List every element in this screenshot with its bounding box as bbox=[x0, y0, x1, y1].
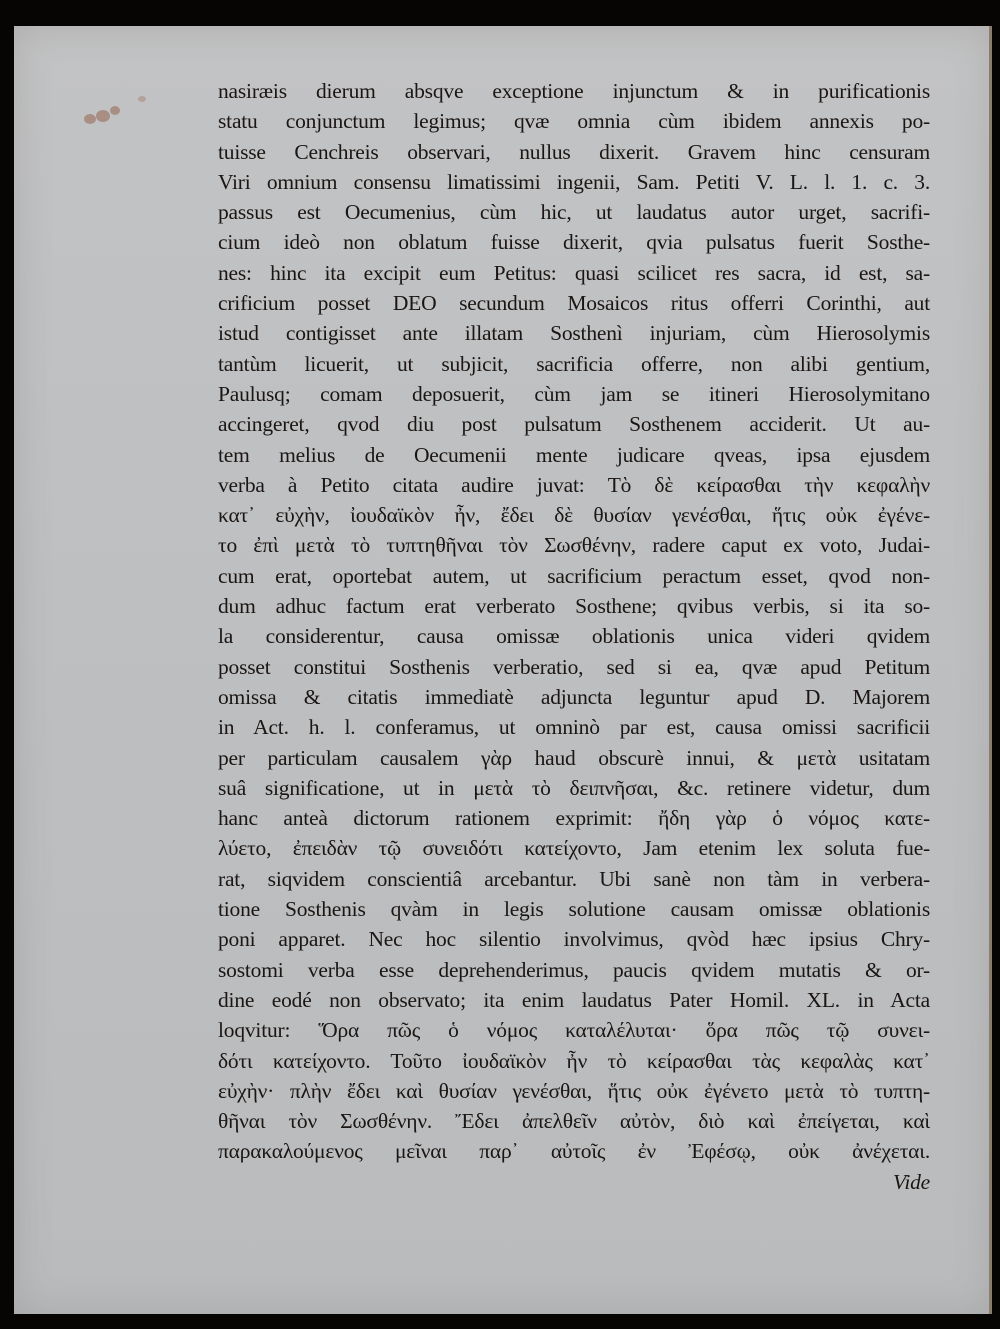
text-line: suâ significatione, ut in μετὰ τὸ δειπνῆσαι, &c. retinere videtur, dum bbox=[218, 775, 930, 800]
text-line: statu conjunctum legimus; qvæ omnia cùm ibidem annexis po- bbox=[218, 109, 930, 134]
text-line: sostomi verba esse deprehenderimus, paucis qvidem mutatis & or- bbox=[218, 957, 930, 982]
page-edge bbox=[989, 26, 992, 1314]
text-line: κατ᾽ εὐχὴν, ἰουδαϊκὸν ἦν, ἔδει δὲ θυσίαν γενέσθαι, ἥτις οὐκ ἐγένε- bbox=[218, 503, 930, 528]
text-line: tem melius de Oecumenii mente judicare qveas, ipsa ejusdem bbox=[218, 442, 930, 467]
text-line: rat, siqvidem conscientiâ arcebantur. Ubi sanè non tàm in verbera- bbox=[218, 866, 930, 891]
text-line: verba à Petito citata audire juvat: Τὸ δὲ κείρασθαι τὴν κεφαλὴν bbox=[218, 472, 930, 497]
text-line: cum erat, oportebat autem, ut sacrificium peractum esset, qvod non- bbox=[218, 563, 930, 588]
text-line: poni apparet. Nec hoc silentio involvimus, qvòd hæc ipsius Chry- bbox=[218, 927, 930, 952]
text-line: tione Sosthenis qvàm in legis solutione causam omissæ oblationis bbox=[218, 897, 930, 922]
text-line: dum adhuc factum erat verberato Sosthene; qvibus verbis, si ita so- bbox=[218, 594, 930, 619]
text-line: λύετο, ἐπειδὰν τῷ συνειδότι κατείχοντο, Jam etenim lex soluta fue- bbox=[218, 836, 930, 861]
text-line: nasiræis dierum absqve exceptione injunctum & in purificationis bbox=[218, 79, 930, 103]
text-line: δότι κατείχοντο. Τοῦτο ἰουδαϊκὸν ἦν τὸ κείρασθαι τὰς κεφαλὰς κατ᾽ bbox=[218, 1048, 930, 1073]
text-line: istud contigisset ante illatam Sosthenì injuriam, cùm Hierosolymis bbox=[218, 321, 930, 346]
text-line: tuisse Cenchreis observari, nullus dixerit. Gravem hinc censuram bbox=[218, 139, 930, 164]
text-line: per particulam causalem γὰρ haud obscurè innui, & μετὰ usitatam bbox=[218, 745, 930, 770]
text-line: la considerentur, causa omissæ oblationis unica videri qvidem bbox=[218, 624, 930, 649]
catchword: Vide bbox=[892, 1169, 930, 1194]
text-line: nes: hinc ita excipit eum Petitus: quasi scilicet res sacra, id est, sa- bbox=[218, 260, 930, 285]
text-line: cium ideò non oblatum fuisse dixerit, qvia pulsatus fuerit Sosthe- bbox=[218, 230, 930, 255]
text-line: παρακαλούμενος μεῖναι παρ᾽ αὐτοῖς ἐν Ἐφέσῳ, οὐκ ἀνέχεται. bbox=[218, 1139, 930, 1164]
text-line: omissa & citatis immediatè adjuncta leguntur apud D. Majorem bbox=[218, 684, 930, 709]
text-line: εὐχὴν· πλὴν ἔδει καὶ θυσίαν γενέσθαι, ἥτις οὐκ ἐγένετο μετὰ τὸ τυπτη- bbox=[218, 1078, 930, 1103]
text-line: Viri omnium consensu limatissimi ingenii, Sam. Petiti V. L. l. 1. c. 3. bbox=[218, 169, 930, 194]
text-line: θῆναι τὸν Σωσθένην. Ἔδει ἀπελθεῖν αὐτὸν, διὸ καὶ ἐπείγεται, καὶ bbox=[218, 1109, 930, 1134]
text-line: posset constitui Sosthenis verberatio, sed si ea, qvæ apud Petitum bbox=[218, 654, 930, 679]
text-line: hanc anteà dictorum rationem exprimit: ἤδη γὰρ ὁ νόμος κατε- bbox=[218, 806, 930, 831]
text-line: το ἐπὶ μετὰ τὸ τυπτηθῆναι τὸν Σωσθένην, radere caput ex voto, Judai- bbox=[218, 533, 930, 558]
text-line: loqvitur: Ὅρα πῶς ὁ νόμος καταλέλυται· ὅρα πῶς τῷ συνει- bbox=[218, 1018, 930, 1043]
text-line: dine eodé non observato; ita enim laudatus Pater Homil. XL. in Acta bbox=[218, 987, 930, 1012]
text-line: passus est Oecumenius, cùm hic, ut laudatus autor urget, sacrifi- bbox=[218, 200, 930, 225]
text-line: Paulusq; comam deposuerit, cùm jam se itineri Hierosolymitano bbox=[218, 381, 930, 406]
text-line: tantùm licuerit, ut subjicit, sacrificia offerre, non alibi gentium, bbox=[218, 351, 930, 376]
page-text bbox=[218, 76, 930, 1197]
text-line: accingeret, qvod diu post pulsatum Sosthenem acciderit. Ut au- bbox=[218, 412, 930, 437]
text-line: in Act. h. l. conferamus, ut omninò par est, causa omissi sacrificii bbox=[218, 715, 930, 740]
text-line: crificium posset DEO secundum Mosaicos ritus offerri Corinthi, aut bbox=[218, 291, 930, 316]
ink-stain bbox=[76, 84, 156, 134]
